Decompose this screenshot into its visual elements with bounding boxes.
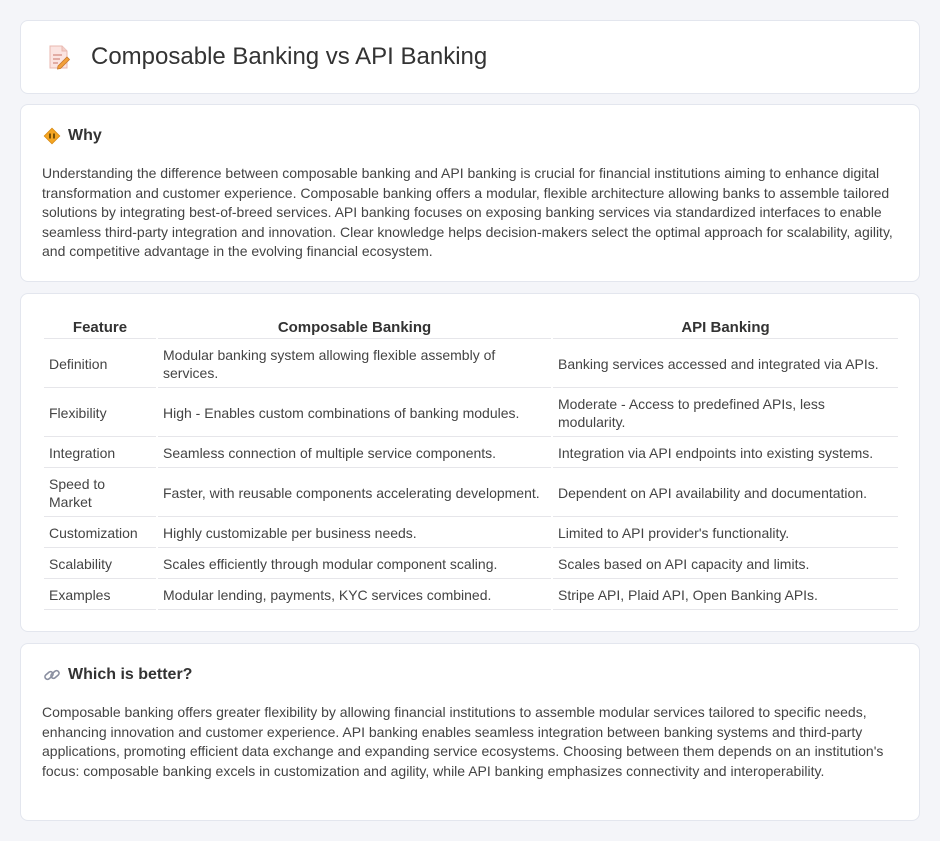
- api-cell: Integration via API endpoints into existing systems.: [553, 439, 898, 468]
- composable-cell: Modular banking system allowing flexible assembly of services.: [158, 341, 551, 388]
- feature-cell: Speed to Market: [44, 470, 156, 517]
- comparison-table: [42, 316, 900, 612]
- api-cell: Scales based on API capacity and limits.: [553, 550, 898, 579]
- header-composable: Composable Banking: [158, 318, 551, 339]
- better-title: Which is better?: [68, 666, 193, 683]
- which-better-section: [20, 643, 920, 821]
- composable-cell: High - Enables custom combinations of banking modules.: [158, 390, 551, 437]
- api-cell: Moderate - Access to predefined APIs, less modularity.: [553, 390, 898, 437]
- composable-cell: Modular lending, payments, KYC services combined.: [158, 581, 551, 610]
- api-cell: Dependent on API availability and documentation.: [553, 470, 898, 517]
- feature-cell: Definition: [44, 341, 156, 388]
- link-icon: [43, 666, 61, 684]
- feature-cell: Customization: [44, 519, 156, 548]
- table-row: [44, 550, 898, 579]
- table-row: [44, 341, 898, 388]
- api-cell: Stripe API, Plaid API, Open Banking APIs.: [553, 581, 898, 610]
- api-cell: Limited to API provider's functionality.: [553, 519, 898, 548]
- why-heading: [43, 127, 102, 145]
- composable-cell: Seamless connection of multiple service components.: [158, 439, 551, 468]
- table-row: [44, 390, 898, 437]
- table-row: [44, 519, 898, 548]
- feature-cell: Integration: [44, 439, 156, 468]
- title-row: [47, 43, 487, 71]
- better-body: Composable banking offers greater flexibility by allowing financial institutions to assemble modular services tailored to specific needs, enhancing innovation and customer experience. API banking enables seamless integration between banking systems and third-party applications, promoting efficient data exchange and expanding service ecosystems. Choosing between them depends on an institution's focus: composable banking excels in customization and agility, while API banking emphasizes connectivity and interoperability.: [42, 704, 884, 779]
- page-title: Composable Banking vs API Banking: [91, 43, 488, 70]
- table-row: [44, 470, 898, 517]
- table-header-row: [44, 318, 898, 339]
- table-row: [44, 439, 898, 468]
- header-feature: Feature: [44, 318, 156, 339]
- api-cell: Banking services accessed and integrated via APIs.: [553, 341, 898, 388]
- comparison-section: [20, 293, 920, 632]
- better-heading: [43, 666, 192, 684]
- why-title: Why: [68, 127, 102, 144]
- composable-cell: Highly customizable per business needs.: [158, 519, 551, 548]
- composable-cell: Faster, with reusable components accelerating development.: [158, 470, 551, 517]
- diamond-warning-icon: [43, 127, 61, 145]
- composable-cell: Scales efficiently through modular component scaling.: [158, 550, 551, 579]
- table-row: [44, 581, 898, 610]
- feature-cell: Flexibility: [44, 390, 156, 437]
- document-edit-icon: [47, 44, 71, 70]
- title-card: [20, 20, 920, 94]
- feature-cell: Scalability: [44, 550, 156, 579]
- why-section: [20, 104, 920, 282]
- why-body: Understanding the difference between composable banking and API banking is crucial for financial institutions aiming to enhance digital transformation and customer experience. Composable banking offers a modular, flexible architecture allowing banks to assemble tailored solutions by integrating best-of-breed services. API banking focuses on exposing banking services via standardized interfaces to enable seamless third-party integration and innovation. Clear knowledge helps decision-makers select the optimal approach for scalability, agility, and competitive advantage in the evolving financial ecosystem.: [42, 165, 893, 260]
- feature-cell: Examples: [44, 581, 156, 610]
- header-api: API Banking: [553, 318, 898, 339]
